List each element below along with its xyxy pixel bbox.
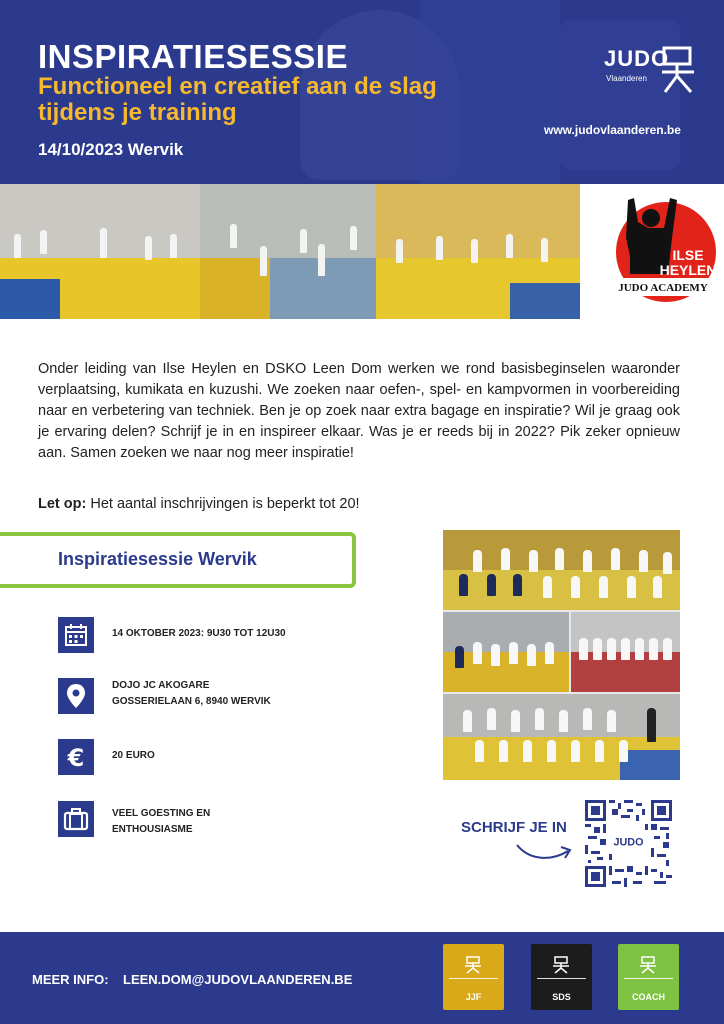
detail-date [112,626,286,642]
euro-icon [58,739,94,775]
notice-label: Let op: [38,496,87,512]
svg-text:€: € [67,744,85,772]
detail-location [112,678,271,710]
footer-bar [0,932,724,1024]
location-pin-icon [58,678,94,714]
badge-label: COACH [632,992,665,1002]
training-photo-3 [376,184,580,319]
briefcase-icon [58,801,94,837]
detail-date-text: 14 OKTOBER 2023: 9U30 TOT 12U30 [112,628,286,639]
badge-label: SDS [552,992,571,1002]
detail-venue: DOJO JC AKOGARE [112,680,210,691]
logo-text: JUDO [604,46,670,71]
page-title: INSPIRATIESESSIE [38,38,348,75]
group-photo-2 [443,612,569,692]
detail-price-text: 20 EURO [112,750,155,761]
group-photo-4 [443,694,680,780]
detail-price [112,748,155,764]
group-photo-1 [443,530,680,610]
curved-arrow-icon [514,835,576,865]
notice-text: Het aantal inschrijvingen is beperkt tot 20! [86,496,360,512]
academy-name-line1: ILSE [672,247,704,263]
page-subtitle: Functioneel en creatief aan de slag tijdens je training [38,73,437,126]
training-photo-2 [200,184,376,319]
badge-label: JJF [465,992,482,1002]
qr-logo-text: JUDO [613,836,644,849]
training-photo-1 [0,184,200,319]
detail-requirements [112,806,210,838]
session-title: Inspiratiesessie Wervik [58,549,257,569]
detail-requirements-line2: ENTHOUSIASME [112,824,193,835]
judo-symbol-icon [552,956,570,974]
contact-email-link[interactable]: LEEN.DOM@JUDOVLAANDEREN.BE [123,972,353,987]
logo-subtext: Vlaanderen [606,74,647,83]
intro-paragraph: Onder leiding van Ilse Heylen en DSKO Leen Dom werken we rond basisbeginselen waaronder verplaatsing, kumikata en kuzushi. We zoeken naar oefen-, spel- en kampvormen in voorbereiding naar en verbetering van techniek. Ben je op zoek naar extra bagage en inspiratie? Wil je graag ook je ervaring delen? Schrijf je in en inspireer elkaar. Was je er reeds bij in 2022? Pik zeker opnieuw aan. Samen zoeken we naar nog meer inspiratie! [38,361,680,461]
judo-symbol-icon [464,956,482,974]
signup-label: SCHRIJF JE IN [461,819,567,836]
academy-name-line3: JUDO ACADEMY [618,282,708,294]
judo-symbol-icon [662,46,694,94]
group-photo-collage [443,530,680,780]
judo-vlaanderen-logo[interactable] [604,46,694,96]
calendar-icon [58,617,94,653]
header-banner [0,0,724,184]
website-link[interactable]: www.judovlaanderen.be [544,123,681,137]
academy-name-line2: HEYLEN [659,262,717,278]
group-photo-3 [571,612,680,692]
footer-info-label: MEER INFO: [32,972,109,987]
training-photo-strip [0,184,580,319]
registration-notice [38,496,360,512]
session-title-box [0,532,356,588]
jjf-badge [443,944,504,1010]
coach-badge [618,944,679,1010]
detail-requirements-line1: VEEL GOESTING EN [112,808,211,819]
ilse-heylen-judo-academy-logo [608,194,718,306]
judo-symbol-icon [639,956,657,974]
date-location: 14/10/2023 Wervik [38,140,184,159]
sds-badge [531,944,592,1010]
detail-address: GOSSERIELAAN 6, 8940 WERVIK [112,696,271,707]
signup-qr-code[interactable] [585,800,672,887]
